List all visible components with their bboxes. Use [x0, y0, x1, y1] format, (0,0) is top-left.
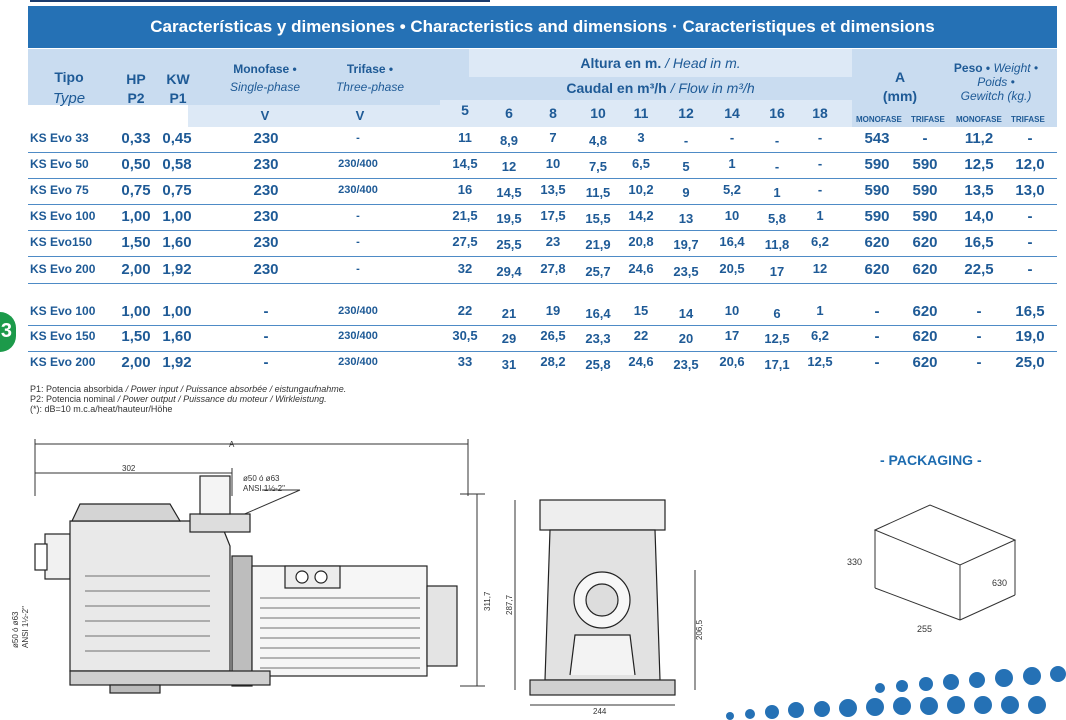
- dim-side2: ANSI 1½-2": [21, 606, 30, 648]
- cell-model: KS Evo150: [30, 235, 93, 249]
- cell-flow: 24,6: [628, 261, 654, 276]
- cell-flow: 5: [682, 159, 690, 174]
- cell-model: KS Evo 100: [30, 304, 96, 318]
- cell-flow: 17: [724, 328, 740, 343]
- cell-flow: 11,8: [764, 237, 790, 252]
- cell-a-trifase: 620: [912, 328, 938, 345]
- cell-flow: 10,2: [628, 182, 654, 197]
- header-tipo: Tipo: [54, 69, 84, 85]
- cell-flow: 12: [501, 159, 517, 174]
- dim-255: 255: [917, 624, 933, 634]
- header-type: Type: [52, 90, 86, 107]
- cell-hp: 1,50: [121, 234, 151, 251]
- footnote-p2-lead: P2: Potencia nominal: [30, 394, 116, 404]
- cell-flow: 17,1: [764, 357, 790, 372]
- cell-flow: 15: [633, 303, 649, 318]
- cell-hp: 0,75: [121, 182, 151, 199]
- cell-a-monofase: -: [874, 354, 880, 371]
- header-v-mono: V: [260, 108, 270, 123]
- cell-flow: 14,5: [496, 185, 522, 200]
- cell-trifase-v: -: [356, 210, 360, 222]
- cell-flow: 23: [545, 234, 561, 249]
- cell-flow: 22: [457, 303, 473, 318]
- cell-flow: 13: [678, 211, 694, 226]
- header-p2: P2: [127, 90, 145, 106]
- cell-weight-trifase: -: [1027, 130, 1033, 147]
- footnote-db-lead: (*): dB=10 m.c.a/heat/hauteur/Höhe: [30, 404, 173, 414]
- cell-flow: 6: [773, 306, 781, 321]
- cell-flow: 17,5: [540, 208, 566, 223]
- cell-flow: 25,8: [585, 357, 611, 372]
- cell-weight-trifase: 13,0: [1015, 182, 1045, 199]
- cell-kw: 0,45: [162, 130, 192, 147]
- cell-flow: 21: [501, 306, 517, 321]
- cell-kw: 1,00: [162, 303, 192, 320]
- cell-flow: 7: [549, 130, 557, 145]
- cell-trifase-v: 230/400: [338, 158, 378, 170]
- cell-flow: 26,5: [540, 328, 566, 343]
- header-a: A: [894, 69, 906, 85]
- cell-a-monofase: 590: [864, 208, 890, 225]
- dim-311: 311,7: [483, 591, 492, 611]
- cell-weight-trifase: 16,5: [1015, 303, 1045, 320]
- cell-flow: 14: [678, 306, 694, 321]
- cell-trifase-v: 230/400: [338, 184, 378, 196]
- header-caudal-italic: / Flow in m³/h: [666, 80, 755, 96]
- dim-287: 287,7: [505, 594, 514, 615]
- cell-a-trifase: 590: [912, 182, 938, 199]
- cell-flow: 12,5: [764, 331, 790, 346]
- dim-302: 302: [122, 464, 136, 473]
- cell-flow: 24,6: [628, 354, 654, 369]
- cell-weight-trifase: 19,0: [1015, 328, 1045, 345]
- cell-trifase-v: -: [356, 236, 360, 248]
- cell-flow: 20,5: [719, 261, 745, 276]
- cell-flow: 3: [637, 130, 645, 145]
- cell-model: KS Evo 200: [30, 355, 96, 369]
- head-value-11: 11: [633, 105, 649, 121]
- cell-weight-monofase: 16,5: [964, 234, 994, 251]
- cell-weight-trifase: -: [1027, 234, 1033, 251]
- cell-flow: -: [683, 133, 689, 148]
- cell-hp: 1,50: [121, 328, 151, 345]
- cell-flow: 4,8: [588, 133, 608, 148]
- cell-flow: -: [817, 156, 823, 171]
- header-three-phase: Three-phase: [335, 80, 405, 94]
- cell-flow: -: [774, 159, 780, 174]
- head-value-10: 10: [590, 105, 606, 121]
- cell-model: KS Evo 33: [30, 131, 89, 145]
- cell-flow: 23,3: [585, 331, 611, 346]
- header-poids: Poids •: [977, 75, 1015, 89]
- cell-model: KS Evo 150: [30, 329, 96, 343]
- cell-a-monofase: 620: [864, 261, 890, 278]
- header-caudal-bold: Caudal en m³/h: [566, 80, 667, 96]
- cell-flow: 6,2: [810, 234, 830, 249]
- header-p1: P1: [169, 90, 187, 106]
- packaging-box-drawing: [840, 480, 1040, 640]
- cell-a-trifase: 620: [912, 261, 938, 278]
- cell-flow: -: [729, 130, 735, 145]
- cell-monofase-v: 230: [253, 261, 279, 278]
- head-value-18: 18: [812, 105, 828, 121]
- cell-flow: 16,4: [719, 234, 745, 249]
- cell-flow: 19: [545, 303, 561, 318]
- row-divider: [28, 178, 1057, 179]
- cell-kw: 1,60: [162, 234, 192, 251]
- cell-a-monofase: -: [874, 303, 880, 320]
- row-divider: [28, 204, 1057, 205]
- cell-flow: 27,5: [452, 234, 478, 249]
- cell-kw: 0,58: [162, 156, 192, 173]
- dim-206: 206,5: [695, 619, 704, 640]
- dim-conn1: ø50 ó ø63: [243, 474, 280, 483]
- cell-a-monofase: 590: [864, 182, 890, 199]
- cell-flow: 10: [545, 156, 561, 171]
- dim-conn2: ANSI 1½-2": [243, 484, 285, 493]
- header-kw: KW: [166, 71, 190, 87]
- footnote-p1-rest: / Power input / Puissance absorbée / eistungaufnahme.: [123, 384, 347, 394]
- cell-weight-trifase: 25,0: [1015, 354, 1045, 371]
- row-divider: [28, 152, 1057, 153]
- cell-hp: 0,50: [121, 156, 151, 173]
- cell-trifase-v: -: [356, 263, 360, 275]
- header-band-voltage: [188, 105, 469, 127]
- cell-model: KS Evo 200: [30, 262, 96, 276]
- row-divider: [28, 283, 1057, 284]
- header-trifase: Trifase •: [346, 62, 394, 76]
- cell-flow: 12: [812, 261, 828, 276]
- cell-flow: 13,5: [540, 182, 566, 197]
- cell-monofase-v: 230: [253, 130, 279, 147]
- top-rule: [30, 0, 490, 2]
- cell-flow: -: [817, 182, 823, 197]
- cell-trifase-v: 230/400: [338, 305, 378, 317]
- table-title: Características y dimensiones • Characteristics and dimensions · Caracteristiques et dimensions: [28, 6, 1057, 48]
- cell-a-trifase: 620: [912, 234, 938, 251]
- cell-a-trifase: 590: [912, 208, 938, 225]
- cell-a-monofase: 543: [864, 130, 890, 147]
- footnote-p2: [30, 395, 327, 404]
- cell-hp: 1,00: [121, 208, 151, 225]
- cell-flow: 10: [724, 208, 740, 223]
- cell-flow: 7,5: [588, 159, 608, 174]
- head-value-12: 12: [678, 105, 694, 121]
- cell-hp: 2,00: [121, 261, 151, 278]
- cell-a-monofase: 590: [864, 156, 890, 173]
- cell-flow: 29: [501, 331, 517, 346]
- head-value-8: 8: [549, 105, 557, 121]
- header-peso-italic: Weight •: [990, 61, 1039, 75]
- header-hp: HP: [126, 71, 146, 87]
- header-altura-bold: Altura en m.: [580, 55, 662, 71]
- cell-flow: 16,4: [585, 306, 611, 321]
- cell-a-trifase: 620: [912, 303, 938, 320]
- cell-a-trifase: 590: [912, 156, 938, 173]
- side-badge: 3: [0, 312, 16, 352]
- footnote-p1: [30, 385, 346, 394]
- cell-flow: 1: [816, 208, 824, 223]
- header-altura-italic: / Head in m.: [661, 55, 741, 71]
- cell-kw: 1,92: [162, 261, 192, 278]
- footnote-db: [30, 405, 172, 414]
- cell-flow: 11,5: [585, 185, 611, 200]
- cell-flow: -: [817, 130, 823, 145]
- header-altura: [469, 55, 852, 71]
- cell-flow: 16: [457, 182, 473, 197]
- cell-flow: 19,5: [496, 211, 522, 226]
- cell-flow: 33: [457, 354, 473, 369]
- cell-monofase-v: -: [263, 303, 269, 320]
- cell-flow: 28,2: [540, 354, 566, 369]
- pump-side-drawing: [0, 436, 492, 720]
- cell-flow: 5,8: [767, 211, 787, 226]
- cell-flow: 15,5: [585, 211, 611, 226]
- head-value-16: 16: [769, 105, 785, 121]
- cell-model: KS Evo 100: [30, 209, 96, 223]
- cell-flow: 21,5: [452, 208, 478, 223]
- cell-hp: 1,00: [121, 303, 151, 320]
- cell-flow: 1: [728, 156, 736, 171]
- cell-flow: 32: [457, 261, 473, 276]
- cell-weight-monofase: 11,2: [964, 130, 994, 147]
- footnote-p2-rest: / Power output / Puissance du moteur / Wirkleistung.: [115, 394, 327, 404]
- head-value-14: 14: [724, 105, 740, 121]
- header-peso-bold: Peso •: [953, 61, 991, 75]
- cell-flow: 21,9: [585, 237, 611, 252]
- cell-model: KS Evo 75: [30, 183, 89, 197]
- cell-flow: 11: [458, 130, 472, 145]
- sub-monofase-w: MONOFASE: [956, 115, 1002, 124]
- cell-a-monofase: -: [874, 328, 880, 345]
- cell-trifase-v: 230/400: [338, 330, 378, 342]
- cell-monofase-v: -: [263, 328, 269, 345]
- cell-flow: 1: [816, 303, 824, 318]
- cell-monofase-v: 230: [253, 156, 279, 173]
- decorative-dots: [700, 660, 1066, 720]
- cell-flow: 20,8: [628, 234, 654, 249]
- cell-flow: 20,6: [719, 354, 745, 369]
- cell-weight-trifase: -: [1027, 208, 1033, 225]
- header-gewitch: Gewitch (kg.): [960, 89, 1032, 103]
- cell-weight-monofase: -: [976, 354, 982, 371]
- row-divider: [28, 256, 1057, 257]
- header-v-tri: V: [355, 108, 365, 123]
- cell-weight-trifase: 12,0: [1015, 156, 1045, 173]
- cell-weight-monofase: -: [976, 303, 982, 320]
- cell-flow: 30,5: [452, 328, 478, 343]
- cell-flow: 23,5: [673, 264, 699, 279]
- row-divider: [28, 325, 1057, 326]
- cell-flow: 25,5: [496, 237, 522, 252]
- cell-a-monofase: 620: [864, 234, 890, 251]
- cell-kw: 1,92: [162, 354, 192, 371]
- cell-flow: 9: [682, 185, 690, 200]
- cell-flow: 14,5: [452, 156, 478, 171]
- cell-a-trifase: 620: [912, 354, 938, 371]
- cell-flow: 5,2: [722, 182, 742, 197]
- header-mm: (mm): [882, 88, 918, 104]
- cell-flow: 6,5: [631, 156, 651, 171]
- cell-flow: 17: [769, 264, 785, 279]
- cell-weight-monofase: 12,5: [964, 156, 994, 173]
- sub-trifase-w: TRIFASE: [1011, 115, 1045, 124]
- cell-hp: 2,00: [121, 354, 151, 371]
- cell-flow: 22: [633, 328, 649, 343]
- dim-630: 630: [992, 578, 1008, 588]
- cell-flow: 14,2: [628, 208, 654, 223]
- sub-trifase-a: TRIFASE: [911, 115, 945, 124]
- cell-weight-monofase: 22,5: [964, 261, 994, 278]
- cell-flow: 10: [724, 303, 740, 318]
- cell-flow: 27,8: [540, 261, 566, 276]
- cell-monofase-v: -: [263, 354, 269, 371]
- cell-flow: -: [774, 133, 780, 148]
- dim-a: A: [229, 440, 235, 449]
- cell-monofase-v: 230: [253, 182, 279, 199]
- cell-hp: 0,33: [121, 130, 151, 147]
- dim-330: 330: [847, 557, 863, 567]
- cell-model: KS Evo 50: [30, 157, 89, 171]
- cell-kw: 1,60: [162, 328, 192, 345]
- header-monofase: Monofase •: [233, 62, 297, 76]
- header-single-phase: Single-phase: [229, 80, 301, 94]
- cell-weight-monofase: -: [976, 328, 982, 345]
- cell-flow: 8,9: [499, 133, 519, 148]
- head-value-6: 6: [505, 105, 513, 121]
- sub-monofase-a: MONOFASE: [856, 115, 902, 124]
- cell-flow: 23,5: [673, 357, 699, 372]
- cell-flow: 12,5: [807, 354, 833, 369]
- row-divider: [28, 230, 1057, 231]
- cell-flow: 20: [678, 331, 694, 346]
- header-peso: [940, 61, 1052, 75]
- cell-flow: 25,7: [585, 264, 611, 279]
- packaging-title: - PACKAGING -: [880, 452, 982, 468]
- cell-weight-trifase: -: [1027, 261, 1033, 278]
- header-caudal: [469, 80, 852, 96]
- cell-weight-monofase: 13,5: [964, 182, 994, 199]
- cell-trifase-v: -: [356, 132, 360, 144]
- dim-244: 244: [593, 707, 607, 716]
- head-value-5: 5: [461, 102, 469, 118]
- cell-flow: 1: [773, 185, 781, 200]
- cell-flow: 29,4: [496, 264, 522, 279]
- cell-a-trifase: -: [922, 130, 928, 147]
- cell-monofase-v: 230: [253, 208, 279, 225]
- cell-flow: 19,7: [673, 237, 699, 252]
- pump-front-drawing: [495, 490, 725, 720]
- cell-monofase-v: 230: [253, 234, 279, 251]
- cell-kw: 0,75: [162, 182, 192, 199]
- footnote-p1-lead: P1: Potencia absorbida: [30, 384, 124, 394]
- cell-flow: 6,2: [810, 328, 830, 343]
- dim-side1: ø50 ó ø63: [11, 611, 20, 648]
- cell-kw: 1,00: [162, 208, 192, 225]
- row-divider: [28, 351, 1057, 352]
- cell-weight-monofase: 14,0: [964, 208, 994, 225]
- cell-flow: 31: [501, 357, 517, 372]
- cell-trifase-v: 230/400: [338, 356, 378, 368]
